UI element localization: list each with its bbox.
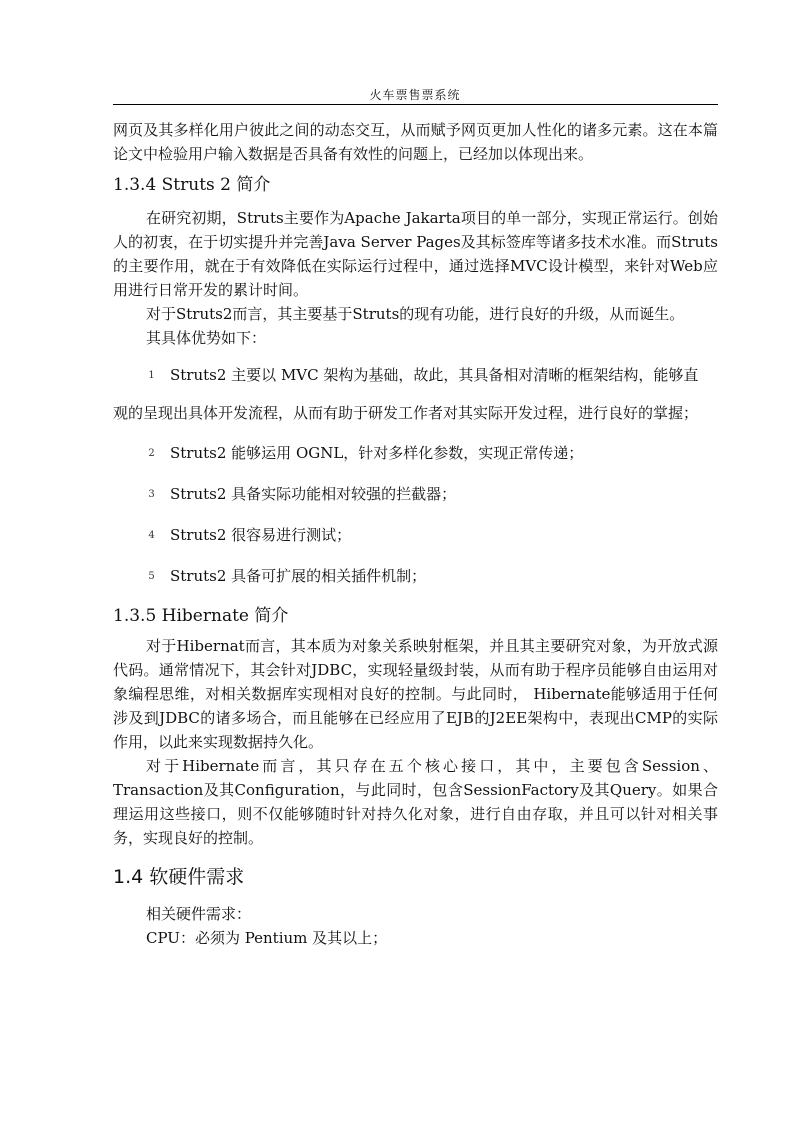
list-item-text: Struts2 能够运用 OGNL，针对多样化参数，实现正常传递； [170,444,584,462]
hibernate-paragraph-1: 对于Hibernat而言，其本质为对象关系映射框架，并且其主要研究对象，为开放式源代码。通常情况下，其会针对JDBC，实现轻量级封装，从而有助于程序员能够自由运用对象编程思维，对相关数据库实现相对良好的控制。与此同时， Hibernate能够适用于任何涉及到JDBC的诸多场合，而且能够在已经应用了EJB的J2EE架构中，表现出CMP的实际作用，以此来实现数据持久化。 [113,637,718,751]
list-item-continuation: 观的呈现出具体开发流程，从而有助于研发工作者对其实际开发过程，进行良好的掌握； [113,404,699,422]
list-item [113,441,718,465]
struts-advantages-list [113,363,718,588]
section-heading-hibernate: 1.3.5 Hibernate 简介 [113,606,289,626]
section-heading-struts: 1.3.4 Struts 2 简介 [113,175,271,195]
requirements-paragraph-2: CPU：必须为 Pentium 及其以上； [146,929,388,947]
struts-paragraph-1: 在研究初期，Struts主要作为Apache Jakarta项目的单一部分，实现正常运行。创始人的初衷，在于切实提升并完善Java Server Pages及其标签库等诸多技术水准。而Struts的主要作用，就在于有效降低在实际运行过程中，通过选择MVC设计模型，来针对Web应用进行日常开发的累计时间。 [113,209,718,299]
list-number: 5 [148,571,155,582]
requirements-paragraph-1: 相关硬件需求： [146,905,252,923]
struts-paragraph-2b: 其具体优势如下： [146,329,267,347]
list-item-text: Struts2 主要以 MVC 架构为基础，故此，其具备相对清晰的框架结构，能够直 [170,366,699,384]
list-number: 3 [148,489,155,500]
header-rule [113,104,718,105]
list-number: 1 [148,370,155,381]
page-content [113,118,718,950]
list-item-text: Struts2 具备实际功能相对较强的拦截器； [170,485,457,503]
list-number: 2 [148,448,155,459]
list-item-text: Struts2 具备可扩展的相关插件机制； [170,567,427,585]
struts-paragraph-2a: 对于Struts2而言，其主要基于Struts的现有功能，进行良好的升级，从而诞生。 [146,305,685,323]
list-item [113,564,718,588]
intro-paragraph: 网页及其多样化用户彼此之间的动态交互，从而赋予网页更加人性化的诸多元素。这在本篇论文中检验用户输入数据是否具备有效性的问题上，已经加以体现出来。 [113,121,718,163]
page-header-title: 火车票售票系统 [369,88,461,102]
list-item [113,482,718,506]
hibernate-paragraph-2: 对于Hibernate而言，其只存在五个核心接口，其中，主要包含Session、Transaction及其Configuration，与此同时，包含SessionFactory及其Query。如果合理运用这些接口，则不仅能够随时针对持久化对象，进行自由存取，并且可以针对相关事务，实现良好的控制。 [113,757,718,847]
list-item [113,523,718,547]
list-number: 4 [148,530,155,541]
section-heading-requirements: 1.4 软硬件需求 [113,866,245,888]
list-item-text: Struts2 很容易进行测试； [170,526,352,544]
list-item [113,363,718,387]
